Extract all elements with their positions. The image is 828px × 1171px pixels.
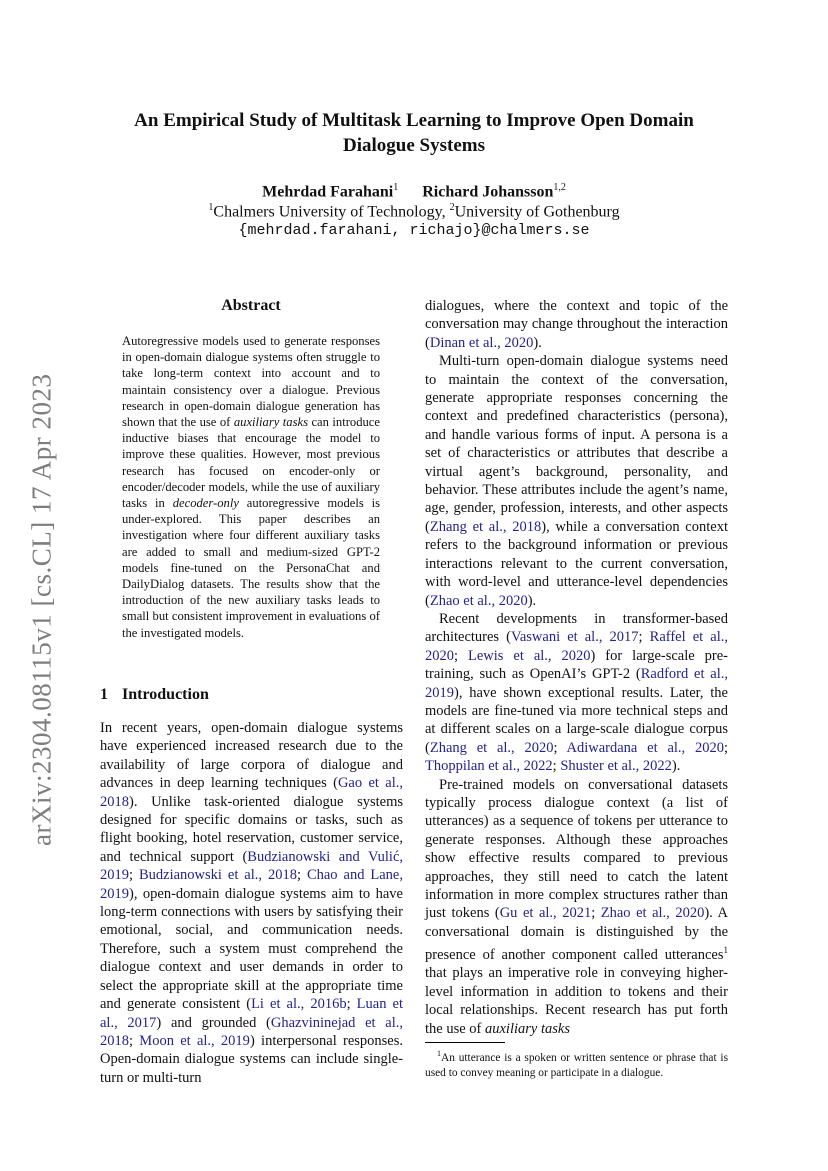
- citation-link[interactable]: Thoppilan et al., 2022: [425, 758, 553, 775]
- citation-link[interactable]: Dinan et al., 2020: [429, 334, 534, 351]
- author-affiliation-mark: 1,2: [553, 182, 566, 193]
- affiliations: [100, 202, 728, 221]
- affiliation-mark: 2: [449, 202, 455, 213]
- citation-link[interactable]: Shuster et al., 2022: [560, 758, 672, 775]
- footnote-text: An utterance is a spoken or written sentence or phrase that is used to convey meaning or participate in a dialogue.: [425, 1051, 728, 1079]
- affiliation: Chalmers University of Technology,: [213, 203, 450, 221]
- paper-title: An Empirical Study of Multitask Learning to Improve Open Domain Dialogue Systems: [134, 110, 694, 156]
- footnote-marker[interactable]: 1: [723, 945, 728, 956]
- abstract-heading: Abstract: [221, 297, 281, 314]
- paragraph: dialogues, where the context and topic of the conversation may change throughout the interaction (Dinan et al., 2020).: [425, 298, 728, 351]
- citation-link[interactable]: Zhao et al., 2020: [600, 905, 705, 922]
- section-heading: [100, 686, 209, 704]
- citation-link[interactable]: Budzianowski and Vulić, 2019: [100, 848, 404, 884]
- author-emails: {mehrdad.farahani, richajo}@chalmers.se: [238, 222, 590, 239]
- citation-link[interactable]: Adiwardana et al., 2020: [566, 739, 724, 756]
- citation-link[interactable]: Raffel et al., 2020: [425, 629, 728, 664]
- section-number: 1: [100, 686, 108, 703]
- citation-link[interactable]: Zhao et al., 2020: [429, 592, 528, 609]
- intro-left-column: [100, 719, 403, 1087]
- citation-link[interactable]: Gu et al., 2021: [499, 905, 592, 922]
- author-line: [100, 182, 728, 201]
- affiliation-mark: 1: [208, 202, 214, 213]
- citation-link[interactable]: Li et al., 2016b: [251, 996, 347, 1013]
- citation-link[interactable]: Vaswani et al., 2017: [510, 629, 639, 646]
- citation-link[interactable]: Lewis et al., 2020: [468, 647, 591, 664]
- paragraph: In recent years, open-domain dialogue systems have experienced increased research due to the availability of large corpora of dialogue and advances in deep learning techniques (Gao et al., 2018). Unlike task-oriented dialogue systems designed for specific domains or tasks, such as flight booking, hotel reservation, customer service, and technical support (Budzianowski and Vulić, 2019; Budzianowski et al., 2018; Chao and Lane, 2019), open-domain dialogue systems aim to have long-term connections with users by satisfying their emotional, social, and communication needs. Therefore, such a system must comprehend the dialogue context and user demands in order to select the appropriate skill at the appropriate time and generate consistent (Li et al., 2016b; Luan et al., 2017) and grounded (Ghazvininejad et al., 2018; Moon et al., 2019) interpersonal responses. Open-domain dialogue systems can include single-turn or multi-turn: [100, 720, 404, 1086]
- paragraph: Pre-trained models on conversational datasets typically process dialogue context (a list of utterances) as a sequence of tokens per utterance to generate responses. Although these approaches show effective results compared to previous approaches, they still need to catch the latent information in more complex structures rather than just tokens (Gu et al., 2021; Zhao et al., 2020). A conversational domain is distinguished by the presence of another component called utterances$^1$ that plays an imperative role in conveying higher-level information in addition to tokens and their local relationships. Recent research has put forth the use of auxiliary tasks: [425, 776, 728, 1037]
- footnote-rule: [425, 1042, 505, 1043]
- footnote: [425, 1046, 728, 1081]
- citation-link[interactable]: Zhang et al., 2018: [429, 518, 542, 535]
- author-name: Richard Johansson: [422, 183, 554, 201]
- citation-link[interactable]: Luan et al., 2017: [100, 996, 403, 1031]
- citation-link[interactable]: Zhang et al., 2020: [429, 739, 554, 756]
- affiliation: University of Gothenburg: [454, 203, 620, 221]
- author-affiliation-mark: 1: [393, 182, 399, 193]
- paragraph: Recent developments in transformer-based architectures (Vaswani et al., 2017; Raffel et al., 2020; Lewis et al., 2020) for large-scale pre-training, such as OpenAI’s GPT-2 (Radford et al., 2019), have shown exceptional results. Later, the models are fine-tuned via more technical steps and at different scales on a large-scale dialogue corpus (Zhang et al., 2020; Adiwardana et al., 2020; Thoppilan et al., 2022; Shuster et al., 2022).: [425, 610, 729, 775]
- citation-link[interactable]: Radford et al., 2019: [425, 666, 729, 701]
- section-title: Introduction: [122, 686, 209, 703]
- citation-link[interactable]: Chao and Lane, 2019: [100, 867, 403, 902]
- author-name: Mehrdad Farahani: [262, 183, 394, 201]
- citation-link[interactable]: Budzianowski et al., 2018: [138, 867, 297, 884]
- citation-link[interactable]: Gao et al., 2018: [100, 775, 403, 810]
- arxiv-identifier: arXiv:2304.08115v1 [cs.CL] 17 Apr 2023: [26, 373, 57, 847]
- citation-link[interactable]: Moon et al., 2019: [139, 1032, 250, 1049]
- intro-right-column: [425, 297, 728, 1038]
- citation-link[interactable]: Ghazvininejad et al., 2018: [100, 1014, 403, 1049]
- abstract-body: Autoregressive models used to generate responses in open-domain dialogue systems often struggle to take long-term context into account and to maintain consistency over a dialogue. Previous research in open-domain dialogue generation has shown that the use of auxiliary tasks can introduce inductive biases that encourage the model to improve these qualities. However, most previous research has focused on encoder-only or encoder/decoder models, while the use of auxiliary tasks in decoder-only autoregressive models is under-explored. This paper describes an investigation where four different auxiliary tasks are added to small and medium-sized GPT-2 models fine-tuned on the PersonaChat and DailyDialog datasets. The results show that the introduction of the new auxiliary tasks leads to small but consistent improvement in evaluations of the investigated models.: [122, 334, 381, 640]
- paragraph: Multi-turn open-domain dialogue systems need to maintain the context of the conversation, generate appropriate responses concerning the context and predefined characteristics (persona), and handle various forms of input. A persona is a set of characteristics or attributes that describe a virtual agent’s background, personality, and behavior. These attributes include the agent’s name, age, gender, profession, interests, and other aspects (Zhang et al., 2018), while a conversation context refers to the background information or previous interactions relevant to the current conversation, with word-level and utterance-level dependencies (Zhao et al., 2020).: [425, 353, 728, 609]
- footnote-mark: 1: [437, 1049, 441, 1058]
